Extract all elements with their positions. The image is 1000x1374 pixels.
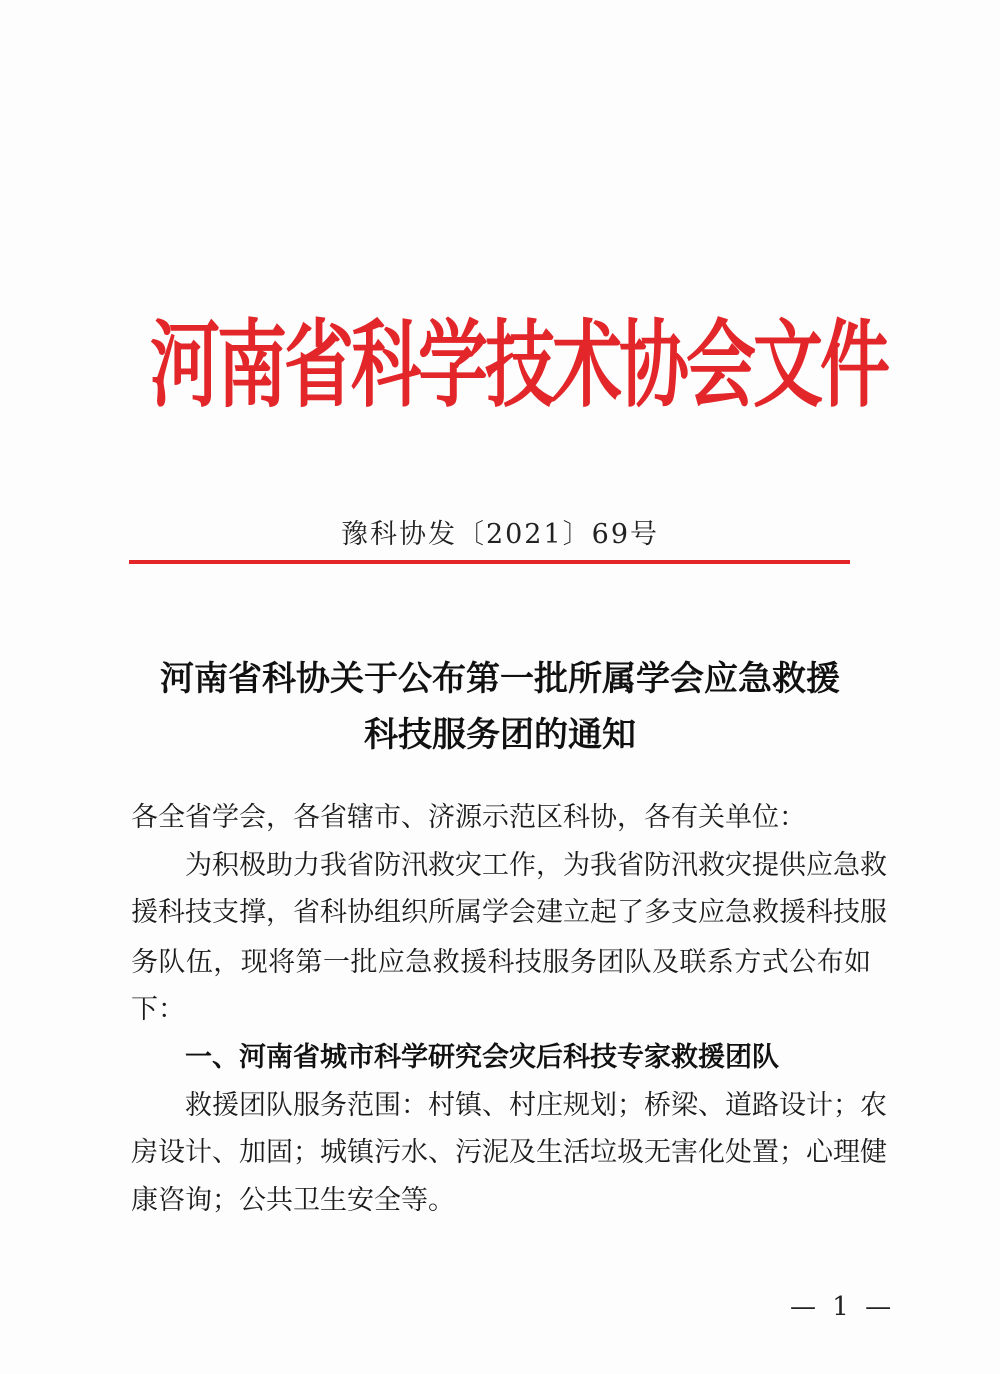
paragraph-1-line-2: 援科技支撑，省科协组织所属学会建立起了多支应急救援科技服 <box>131 897 887 928</box>
paragraph-1-line-4: 下： <box>131 994 185 1025</box>
section-1-line-3: 康咨询；公共卫生安全等。 <box>131 1185 455 1216</box>
salutation: 各全省学会，各省辖市、济源示范区科协，各有关单位： <box>131 802 806 833</box>
page-number: — 1 — <box>790 1292 896 1322</box>
paragraph-1-line-1: 为积极助力我省防汛救灾工作，为我省防汛救灾提供应急救 <box>185 850 887 881</box>
section-1-heading: 一、河南省城市科学研究会灾后科技专家救援团队 <box>185 1042 779 1073</box>
notice-title-line-2: 科技服务团的通知 <box>364 715 636 755</box>
section-1-line-2: 房设计、加固；城镇污水、污泥及生活垃圾无害化处置；心理健 <box>131 1137 887 1168</box>
notice-title-line-1: 河南省科协关于公布第一批所属学会应急救援 <box>160 659 840 699</box>
section-1-line-1: 救援团队服务范围：村镇、村庄规划；桥梁、道路设计；农 <box>185 1090 887 1121</box>
document-number: 豫科协发〔2021〕69号 <box>340 519 660 550</box>
paragraph-1-line-3: 务队伍，现将第一批应急救援科技服务团队及联系方式公布如 <box>131 947 871 978</box>
red-divider-line <box>129 560 850 564</box>
issuer-header-title: 河南省科学技术协会文件 <box>150 309 887 421</box>
